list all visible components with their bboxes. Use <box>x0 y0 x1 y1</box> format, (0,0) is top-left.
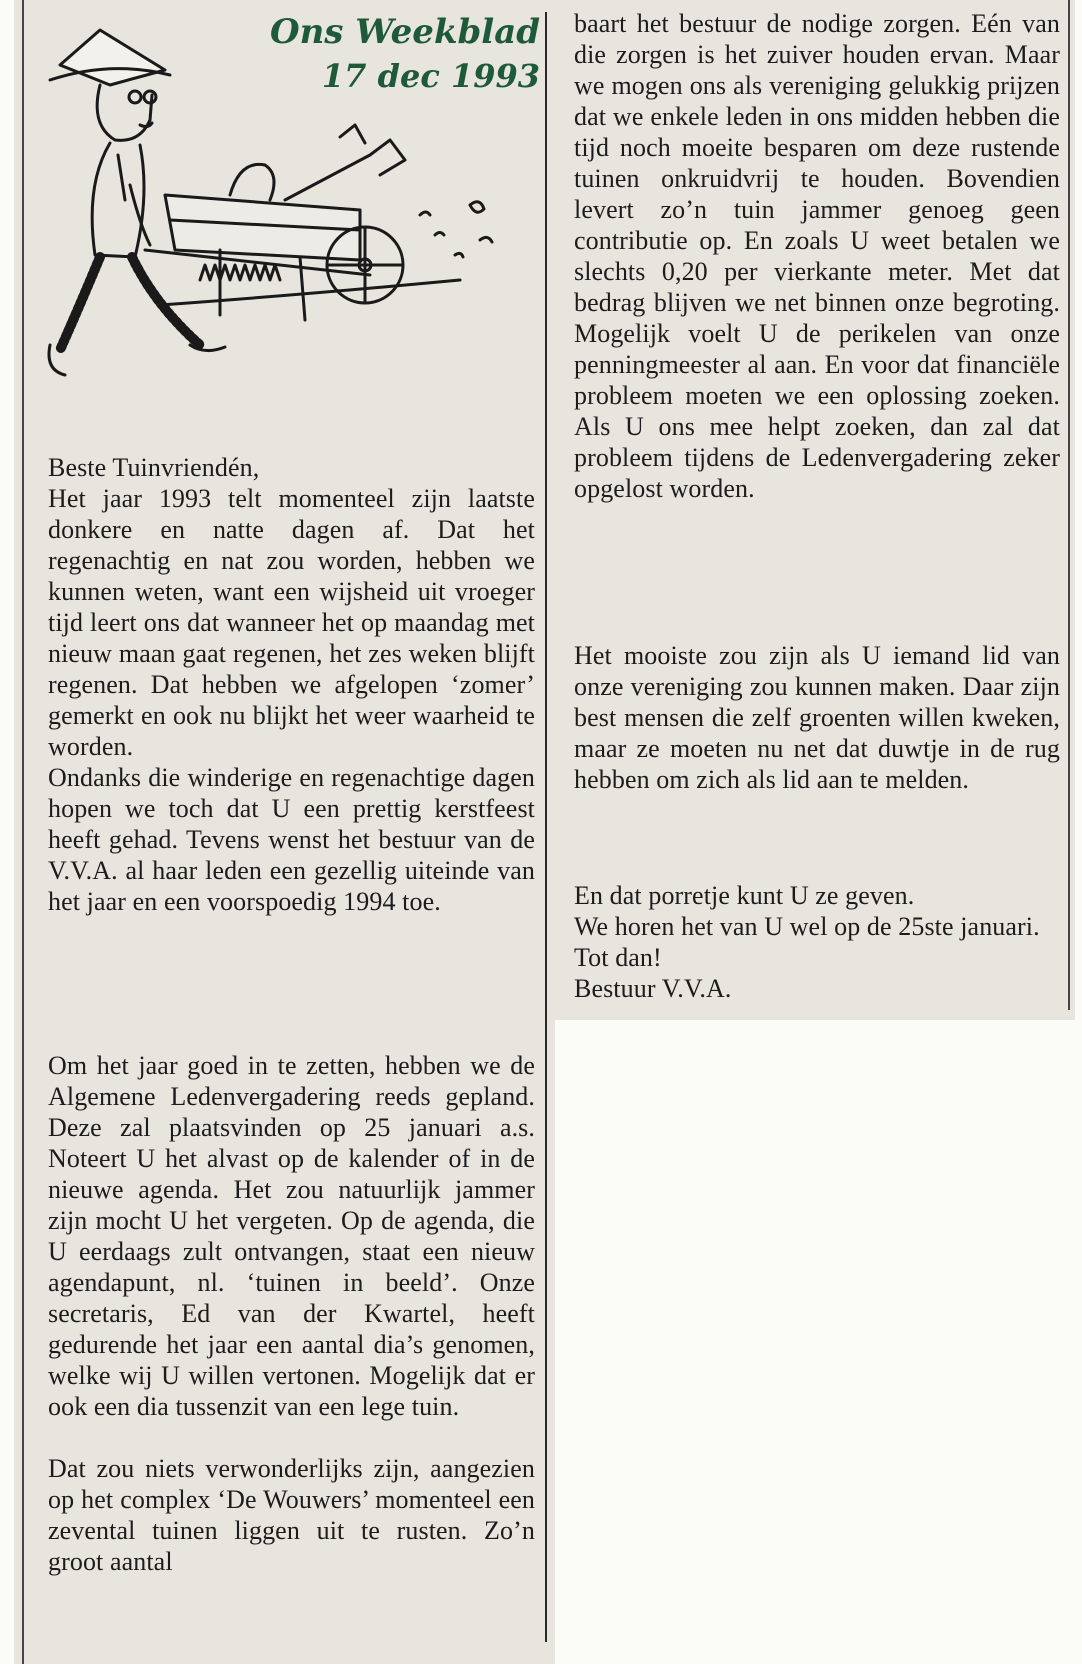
article-left-part2: Om het jaar goed in te zetten, hebben we de Algemene Ledenvergadering reeds gepland. Deze zal plaatsvinden op 25 januari a.s. Noteert U het alvast op de kalender of in de nieuwe agenda. Het zou natuurlijk jammer zijn mocht U het vergeten. Op de agenda, die U eerdaags zult ontvangen, staat een nieuw agendapunt, nl. ‘tuinen in beeld’. Onze secretaris, Ed van der Kwartel, heeft gedurende het jaar een aantal dia’s genomen, welke wij U willen vertonen. Mogelijk dat er ook een dia tussenzit van een lege tuin. Dat zou niets verwonderlijks zijn, aangezien op het complex ‘De Wouwers’ momenteel een zevental tuinen liggen uit te rusten. Zo’n groot aantal <box>48 1051 535 1576</box>
article-right-part1: baart het bestuur de nodige zorgen. Eén van die zorgen is het zuiver houden ervan. Maar we mogen ons als vereniging gelukkig prijzen dat we enkele leden in ons midden hebben die tijd noch moeite besparen om deze rustende tuinen onkruidvrij te houden. Bovendien levert zo’n tuin jammer genoeg geen contributie op. En zoals U weet betalen we slechts 0,20 per vierkante meter. Met dat bedrag blijven we net binnen onze begroting. Mogelijk voelt U de perikelen van onze penningmeester al aan. En voor dat financiële probleem moeten we een oplossing zoeken. Als U ons mee helpt zoeken, dan zal dat probleem tijdens de Ledenvergadering zeker opgelost worden. <box>574 9 1060 503</box>
article-right-part2: Het mooiste zou zijn als U iemand lid van onze vereniging zou kunnen maken. Daar zijn best mensen die zelf groenten willen kweken, maar ze moeten nu net dat duwtje in de rug hebben om zich als lid aan te melden. <box>574 641 1060 794</box>
masthead <box>220 10 540 98</box>
article-left-part1: Beste Tuinvriendén, Het jaar 1993 telt momenteel zijn laatste donkere en natte dagen af. Dat het regenachtig en nat zou worden, hebben we kunnen weten, want een wijsheid uit vroeger tijd leert ons dat wanneer het op maandag met nieuw maan gaat regenen, het zes weken blijft regenen. Dat hebben we afgelopen ‘zomer’ gemerkt en ook nu blijkt het weer waarheid te worden. Ondanks die winderige en regenachtige dagen hopen we toch dat U een prettig kerstfeest heeft gehad. Tevens wenst het bestuur van de V.V.A. al haar leden een gezellig uiteinde van het jaar en een voorspoedig 1994 toe. <box>48 453 535 916</box>
masthead-title: Ons Weekblad <box>269 12 540 52</box>
left-border-rule <box>22 0 24 1664</box>
article-right-part3: En dat porretje kunt U ze geven. We horen het van U wel op de 25ste januari. Tot dan! Bestuur V.V.A. <box>574 881 1040 1003</box>
right-border-rule <box>1068 0 1070 1010</box>
masthead-date: 17 dec 1993 <box>321 57 540 95</box>
